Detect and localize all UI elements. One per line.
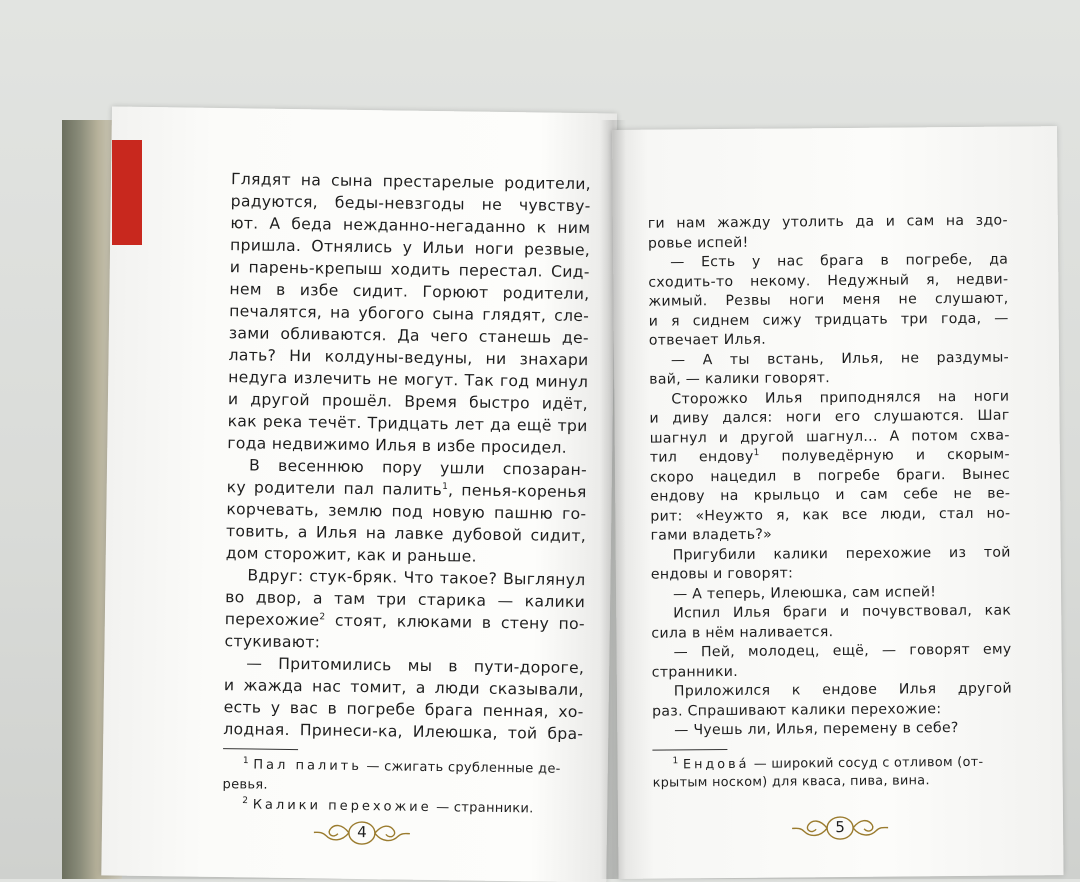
text-line: — А ты встань, Илья, не раздумы- [670, 349, 1010, 368]
footnote-1 [222, 755, 583, 800]
text-line: лать? Ни колдуны-ведуны, ни знахари [228, 346, 589, 370]
text-line: и я сиднем сижу тридцать три года, — [648, 310, 1009, 330]
footnote-mark: 1 [753, 448, 760, 459]
text-line: и жажда нас томит, а люди сказывали, [223, 676, 585, 700]
text-line: Приложился к ендове Илья другой [673, 680, 1012, 700]
page-number-text: 5 [835, 817, 845, 837]
text-fragment: ку родители пал палить [226, 478, 443, 500]
text-line: ендовы и говорят: [650, 565, 794, 583]
footnote-number: 1 [242, 756, 249, 767]
footnote-2 [222, 795, 582, 820]
text-line: недуга излечить не могут. Так год минул [228, 368, 589, 392]
text-line: — Есть у нас брага в погребе, да [670, 251, 1009, 271]
text-line [650, 446, 1010, 469]
text-line: печалятся, на убогого сына глядят, сле- [229, 302, 590, 326]
text-fragment: , пенья-коренья [447, 481, 587, 502]
text-line: стукивают: [224, 632, 321, 652]
left-page [101, 106, 617, 882]
right-page [612, 126, 1064, 879]
text-line: пришла. Отнялись у Ильи ноги резвые, [229, 236, 591, 260]
text-fragment: стоят, клюками в стену по- [325, 611, 585, 634]
text-line: жимый. Резвы ноги меня не слушают, [648, 290, 1009, 310]
text-line: — Пей, молодец, ещё, — говорят ему [673, 641, 1012, 661]
footnote-line: крытым носком) для кваса, пива, вина. [652, 773, 930, 791]
text-line: года недвижимо Илья в избе просидел. [227, 434, 568, 457]
footnote-line: ревья. [222, 777, 268, 793]
text-line: зами обливаются. Да чего станешь де- [228, 324, 589, 348]
footnote-1 [652, 753, 1012, 793]
text-line: рит: «Неужто я, как все люди, стал но- [650, 505, 1011, 525]
text-line: нем в избе сидит. Горюют родители, [229, 280, 590, 304]
footnote-divider [223, 748, 298, 750]
text-line: шагнул и другой шагнул... А потом схва- [649, 427, 1010, 447]
footnote-term: Пал палить [253, 757, 363, 775]
text-line: сила в нём наливается. [651, 623, 834, 642]
footnote-line [652, 754, 983, 772]
text-line: и парень-крепыш ходить перестал. Сид- [229, 258, 590, 282]
text-line: товить, а Илья на лавке дубовой сидит, [225, 522, 587, 546]
footnote-term: Калики перехожие [252, 797, 432, 816]
text-line: дом сторожит, как и раньше. [225, 544, 477, 566]
footnote-term: Ендова́ [682, 756, 750, 772]
text-fragment: перехожие [224, 610, 320, 630]
text-line: лодная. Принеси-ка, Илеюшка, той бра- [223, 720, 584, 744]
text-line: сходить-то некому. Недужный я, недви- [648, 271, 1009, 291]
text-line: во двор, а там три старика — калики [225, 588, 586, 612]
footnote-mark: 2 [319, 612, 326, 623]
footnote-text: — сжигать срубленные де- [361, 759, 561, 777]
text-line: есть у вас в погребе брага пенная, хо- [223, 698, 584, 722]
text-line: и другой прошёл. Время быстро идёт, [227, 390, 589, 414]
red-bookmark [112, 140, 142, 245]
text-line: корчевать, землю под новую пашню го- [226, 500, 587, 524]
text-line: — А теперь, Илеюшка, сам испей! [672, 583, 937, 602]
text-fragment: тил ендову [649, 448, 754, 466]
text-line: ги нам жажду утолить да и сам на здо- [647, 212, 1008, 232]
text-line: Глядят на сына престарелые родители, [230, 170, 592, 194]
text-line: скоро нацедил в погребе браги. Вынес [649, 466, 1011, 486]
text-line: ют. А беда нежданно-негаданно к ним [230, 214, 591, 238]
text-line: Пригубили калики перехожие из той [672, 544, 1011, 563]
text-line: В весеннюю пору ушли спозаран- [248, 456, 588, 480]
footnote-text: — странники. [431, 800, 534, 817]
text-line: — Чуешь ли, Илья, перемену в себе? [674, 719, 959, 739]
text-line: гами владеть?» [650, 526, 773, 544]
footnote-number: 1 [672, 755, 679, 766]
text-line: странники. [651, 663, 739, 681]
text-line: Сторожко Илья приподнялся на ноги [671, 388, 1010, 407]
book-gutter [600, 120, 626, 879]
text-line: ровье испей! [647, 234, 749, 252]
footnote-divider [652, 749, 727, 751]
page-number-right [790, 813, 890, 844]
footnote-text: — широкий сосуд с отливом (от- [749, 754, 984, 772]
text-line: вай, — калики говорят. [649, 370, 831, 388]
footnote-line [222, 797, 534, 816]
text-fragment: полуведёрную и скорым- [759, 446, 1010, 465]
text-line: радуются, беды-невзгоды не чувству- [230, 192, 591, 216]
text-line: раз. Спрашивают калики перехожие: [652, 700, 942, 720]
page-number-left [312, 817, 412, 848]
text-line: отвечает Илья. [648, 331, 767, 349]
text-line: ендову на крыльцо и сам себе не ве- [650, 485, 1011, 505]
text-line: — Притомились мы в пути-дороге, [246, 654, 585, 678]
right-page-text [648, 212, 1013, 794]
footnote-mark: 1 [442, 481, 449, 493]
page-number-text: 4 [357, 822, 367, 842]
text-line: и диву дался: ноги его слушаются. Шаг [649, 407, 1010, 427]
left-page-text [222, 168, 591, 820]
text-line: Вдруг: стук-бряк. Что такое? Выглянул [247, 566, 586, 590]
text-line: Испил Илья браги и почувствовал, как [673, 602, 1012, 622]
footnote-number: 2 [242, 796, 249, 807]
footnote-line [223, 757, 561, 777]
text-line: как река течёт. Тридцать лет да ещё три [227, 412, 588, 436]
